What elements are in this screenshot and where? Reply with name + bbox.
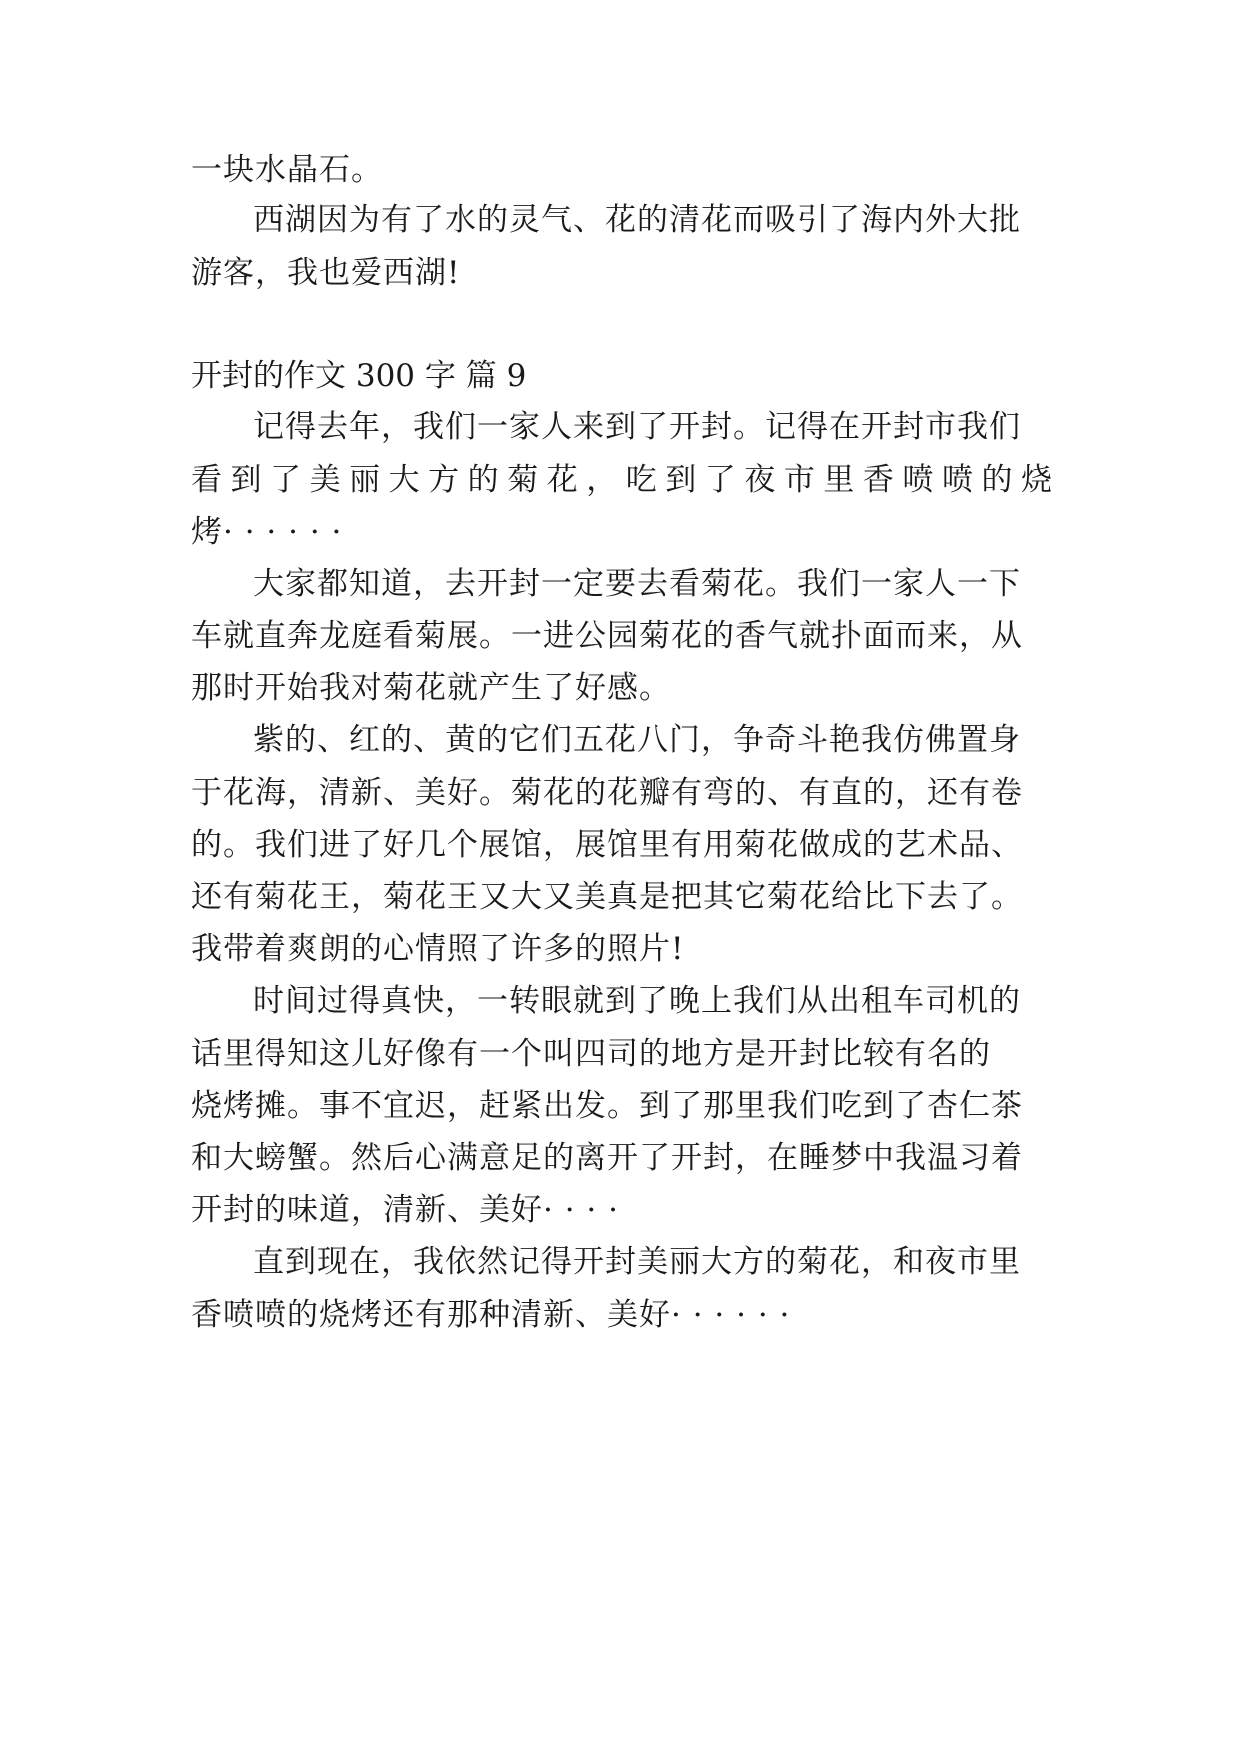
text-line: 我带着爽朗的心情照了许多的照片!	[191, 931, 685, 967]
text-line: 时间过得真快，一转眼就到了晚上我们从出租车司机的	[253, 983, 1021, 1019]
text-line: 和大螃蟹。然后心满意足的离开了开封，在睡梦中我温习着	[191, 1140, 1023, 1176]
text-line: 开封的味道，清新、美好· · · ·	[191, 1192, 619, 1228]
text-line: 看到了美丽大方的菊花，吃到了夜市里香喷喷的烧	[191, 462, 1052, 498]
text-line: 烧烤摊。事不宜迟，赶紧出发。到了那里我们吃到了杏仁茶	[191, 1088, 1023, 1124]
text-line: 香喷喷的烧烤还有那种清新、美好· · · · · ·	[191, 1297, 791, 1333]
text-line: 还有菊花王，菊花王又大又美真是把其它菊花给比下去了。	[191, 879, 1023, 915]
text-line: 紫的、红的、黄的它们五花八门，争奇斗艳我仿佛置身	[253, 722, 1021, 758]
text-line: 车就直奔龙庭看菊展。一进公园菊花的香气就扑面而来，从	[191, 618, 1023, 654]
text-line: 那时开始我对菊花就产生了好感。	[191, 670, 671, 706]
text-line: 一块水晶石。	[191, 152, 383, 188]
text-line: 大家都知道，去开封一定要去看菊花。我们一家人一下	[253, 566, 1021, 602]
text-line: 于花海，清新、美好。菊花的花瓣有弯的、有直的，还有卷	[191, 775, 1023, 811]
section-title: 开封的作文 300 字 篇 9	[191, 358, 527, 394]
text-line: 话里得知这儿好像有一个叫四司的地方是开封比较有名的	[191, 1036, 991, 1072]
text-line: 游客，我也爱西湖!	[191, 255, 461, 291]
text-line: 西湖因为有了水的灵气、花的清花而吸引了海内外大批	[253, 202, 1021, 238]
text-line: 记得去年，我们一家人来到了开封。记得在开封市我们	[253, 409, 1021, 445]
text-line: 直到现在，我依然记得开封美丽大方的菊花，和夜市里	[253, 1244, 1021, 1280]
text-line: 的。我们进了好几个展馆，展馆里有用菊花做成的艺术品、	[191, 827, 1023, 863]
text-line: 烤· · · · · ·	[191, 514, 343, 550]
